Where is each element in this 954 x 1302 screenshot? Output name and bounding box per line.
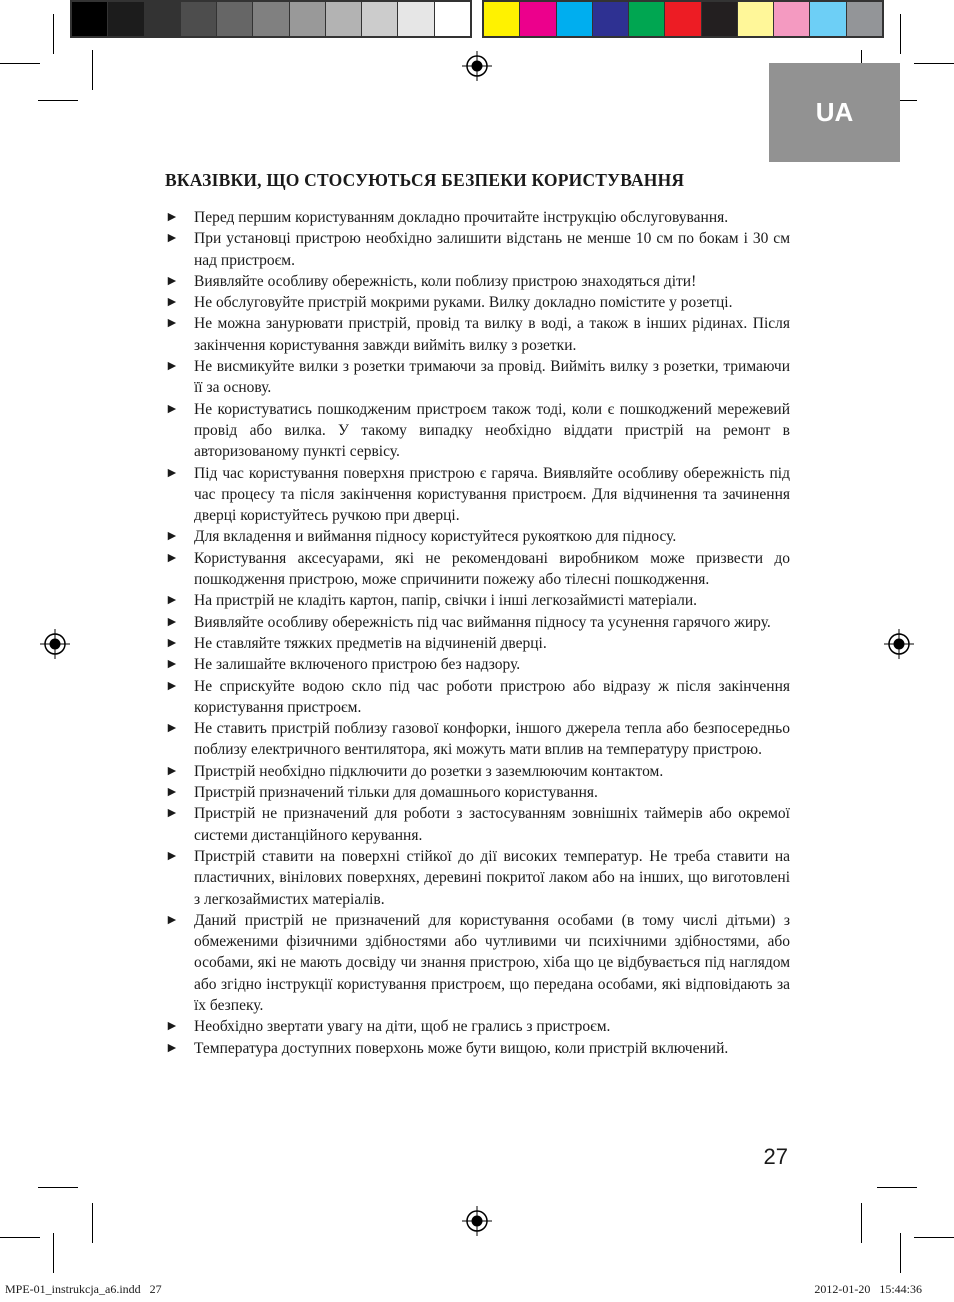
color-swatch bbox=[629, 2, 665, 36]
list-item bbox=[165, 228, 790, 271]
list-item-text: Необхідно звертати увагу на діти, щоб не грались з пристроєм. bbox=[194, 1018, 611, 1036]
list-item bbox=[165, 292, 790, 313]
bullet-arrow-icon: ► bbox=[165, 550, 179, 566]
bullet-arrow-icon: ► bbox=[165, 635, 179, 651]
bullet-arrow-icon: ► bbox=[165, 359, 179, 375]
list-item bbox=[165, 399, 790, 463]
bullet-arrow-icon: ► bbox=[165, 785, 179, 801]
crop-mark bbox=[53, 1233, 54, 1273]
color-swatch bbox=[398, 2, 434, 36]
registration-target-icon bbox=[462, 51, 492, 81]
list-item-text: Не можна занурювати пристрій, провід та вилку в воді, а також в інших рідинах. Після закінчення користування завжди вийміть вилку з розетки. bbox=[194, 315, 790, 354]
registration-target-icon bbox=[462, 1206, 492, 1236]
list-item bbox=[165, 676, 790, 719]
bullet-arrow-icon: ► bbox=[165, 912, 179, 928]
color-swatch bbox=[145, 2, 181, 36]
timestamp-slug: 2012-01-20 15:44:36 bbox=[814, 1282, 922, 1296]
crop-mark bbox=[92, 1203, 93, 1243]
list-item-text: Користування аксесуарами, які не рекомендовані виробником може призвести до пошкодження пристрою, може спричинити пожежу або тілесні пошкодження. bbox=[194, 549, 790, 589]
color-swatch bbox=[326, 2, 362, 36]
color-swatch bbox=[847, 2, 882, 36]
list-item-text: Під час користування поверхня пристрою є гаряча. Виявляйте особливу обережність під час процесу та після закінчення користування пристроєм. Для відчинення та зачинення дверці користуйтесь ручкою при дверці. bbox=[194, 464, 790, 525]
bullet-arrow-icon: ► bbox=[165, 593, 179, 609]
crop-mark bbox=[900, 1233, 901, 1273]
bullet-arrow-icon: ► bbox=[165, 806, 179, 822]
crop-mark bbox=[53, 14, 54, 54]
list-item-text: Не ставляйте тяжких предметів на відчиненій дверці. bbox=[194, 634, 547, 652]
bullet-arrow-icon: ► bbox=[165, 210, 179, 225]
bullet-arrow-icon: ► bbox=[165, 401, 179, 417]
bullet-arrow-icon: ► bbox=[165, 529, 179, 545]
list-item bbox=[165, 718, 790, 761]
list-item bbox=[165, 1016, 790, 1037]
list-item-text: Перед першим користуванням докладно прочитайте інструкцію обслуговування. bbox=[194, 209, 729, 226]
list-item bbox=[165, 207, 790, 228]
crop-mark bbox=[861, 1203, 862, 1243]
crop-mark bbox=[38, 100, 78, 101]
bullet-arrow-icon: ► bbox=[165, 763, 179, 779]
bullet-arrow-icon: ► bbox=[165, 678, 179, 694]
list-item-text: Не користуватись пошкодженим пристроєм також тоді, коли є пошкоджений мережевий провід або вилка. У такому випадку необхідно віддати пристрій на ремонт в авторизованому пункті сервісу. bbox=[194, 400, 790, 461]
bullet-arrow-icon: ► bbox=[165, 295, 179, 311]
bullet-arrow-icon: ► bbox=[165, 1040, 179, 1056]
list-item-text: Пристрій не призначений для роботи з застосуванням зовнішніх таймерів або окремої системи дистанційного керування. bbox=[194, 805, 790, 844]
list-item bbox=[165, 761, 790, 782]
color-swatch-strip bbox=[482, 0, 884, 38]
list-item bbox=[165, 356, 790, 399]
list-item-text: Не сприскуйте водою скло під час роботи пристрою або відразу ж після закінчення користування пристроєм. bbox=[194, 677, 790, 716]
list-item bbox=[165, 846, 790, 910]
file-slug: MPE-01_instrukcja_a6.indd 27 bbox=[5, 1282, 162, 1296]
color-swatch bbox=[774, 2, 810, 36]
list-item-text: На пристрій не кладіть картон, папір, свічки і інші легкозаймисті матеріали. bbox=[194, 592, 698, 610]
color-swatch bbox=[181, 2, 217, 36]
list-item bbox=[165, 463, 790, 527]
bullet-arrow-icon: ► bbox=[165, 721, 179, 737]
bullet-arrow-icon: ► bbox=[165, 614, 179, 630]
crop-mark bbox=[0, 63, 40, 64]
color-swatch bbox=[702, 2, 738, 36]
color-swatch bbox=[435, 2, 470, 36]
bullet-arrow-icon: ► bbox=[165, 273, 179, 289]
crop-mark bbox=[900, 14, 901, 54]
list-item-text: При установці пристрою необхідно залишити відстань не менше 10 см по бокам і 30 см над пристроєм. bbox=[194, 230, 790, 269]
list-item-text: Виявляйте особливу обережність, коли поблизу пристрою знаходяться діти! bbox=[194, 272, 697, 290]
page-number: 27 bbox=[763, 1144, 788, 1169]
bullet-arrow-icon: ► bbox=[165, 465, 179, 481]
color-swatch bbox=[665, 2, 701, 36]
list-item-text: Не обслуговуйте пристрій мокрими руками. Вилку докладно помістите у розетці. bbox=[194, 294, 733, 312]
list-item bbox=[165, 313, 790, 356]
safety-instructions-list bbox=[165, 207, 790, 1059]
color-swatch bbox=[108, 2, 144, 36]
list-item bbox=[165, 548, 790, 591]
color-swatch bbox=[593, 2, 629, 36]
color-swatch bbox=[557, 2, 593, 36]
list-item bbox=[165, 590, 790, 611]
crop-mark bbox=[0, 1237, 40, 1238]
list-item-text: Виявляйте особливу обережність під час виймання підносу та усунення гарячого жиру. bbox=[194, 613, 771, 631]
list-item bbox=[165, 612, 790, 633]
list-item-text: Даний пристрій не призначений для користування особами (в тому числі дітьми) з обмеженими фізичними здібностями або чутливими чи психічними здібностями, або особами, які не мають досвіду чи знання пристрою, хіба що це відбувається під наглядом або згідно інструкції користування пристроєм, що передана особами, які відповідають за їх безпеку. bbox=[194, 911, 790, 1014]
color-swatch bbox=[484, 2, 520, 36]
list-item bbox=[165, 803, 790, 846]
color-swatch bbox=[217, 2, 253, 36]
bullet-arrow-icon: ► bbox=[165, 657, 179, 673]
list-item-text: Температура доступних поверхонь може бути вищою, коли пристрій включений. bbox=[194, 1039, 729, 1057]
color-swatch bbox=[520, 2, 556, 36]
color-swatch bbox=[253, 2, 289, 36]
list-item bbox=[165, 654, 790, 675]
list-item-text: Пристрій призначений тільки для домашнього користування. bbox=[194, 784, 598, 802]
list-item-text: Пристрій ставити на поверхні стійкої до дії високих температур. Не треба ставити на пластичних, вінілових поверхнях, деревині покритої лаком або на інших, що виготовлені з легкозаймистих матеріалів. bbox=[194, 847, 790, 908]
color-swatch bbox=[810, 2, 846, 36]
list-item-text: Не залишайте включеного пристрою без надзору. bbox=[194, 656, 521, 674]
list-item bbox=[165, 782, 790, 803]
registration-target-icon bbox=[40, 629, 70, 659]
crop-mark bbox=[877, 1187, 917, 1188]
grey-swatch-strip bbox=[70, 0, 472, 38]
registration-target-icon bbox=[884, 629, 914, 659]
bullet-arrow-icon: ► bbox=[165, 231, 179, 247]
language-tab: UA bbox=[769, 63, 900, 162]
list-item bbox=[165, 633, 790, 654]
list-item-text: Пристрій необхідно підключити до розетки з заземлюючим контактом. bbox=[194, 762, 664, 780]
list-item-text: Не висмикуйте вилки з розетки тримаючи за провід. Вийміть вилку з розетки, тримаючи її за основу. bbox=[194, 358, 790, 397]
list-item bbox=[165, 910, 790, 1016]
crop-mark bbox=[914, 63, 954, 64]
list-item bbox=[165, 1038, 790, 1059]
crop-mark bbox=[38, 1187, 78, 1188]
bullet-arrow-icon: ► bbox=[165, 848, 179, 864]
list-item-text: Не ставить пристрій поблизу газової конфорки, іншого джерела тепла або безпосередньо поблизу електричного вентилятора, які можуть мати вплив на температуру пристрою. bbox=[194, 720, 790, 759]
list-item bbox=[165, 271, 790, 292]
color-swatch bbox=[738, 2, 774, 36]
bullet-arrow-icon: ► bbox=[165, 316, 179, 332]
color-swatch bbox=[290, 2, 326, 36]
crop-mark bbox=[914, 1237, 954, 1238]
bullet-arrow-icon: ► bbox=[165, 1019, 179, 1035]
color-swatch bbox=[72, 2, 108, 36]
list-item-text: Для вкладення и виймання підносу користуйтеся рукояткою для підносу. bbox=[194, 528, 677, 546]
section-heading: ВКАЗІВКИ, ЩО СТОСУЮТЬСЯ БЕЗПЕКИ КОРИСТУВАННЯ bbox=[165, 170, 685, 190]
crop-mark bbox=[92, 50, 93, 90]
list-item bbox=[165, 526, 790, 547]
color-swatch bbox=[362, 2, 398, 36]
